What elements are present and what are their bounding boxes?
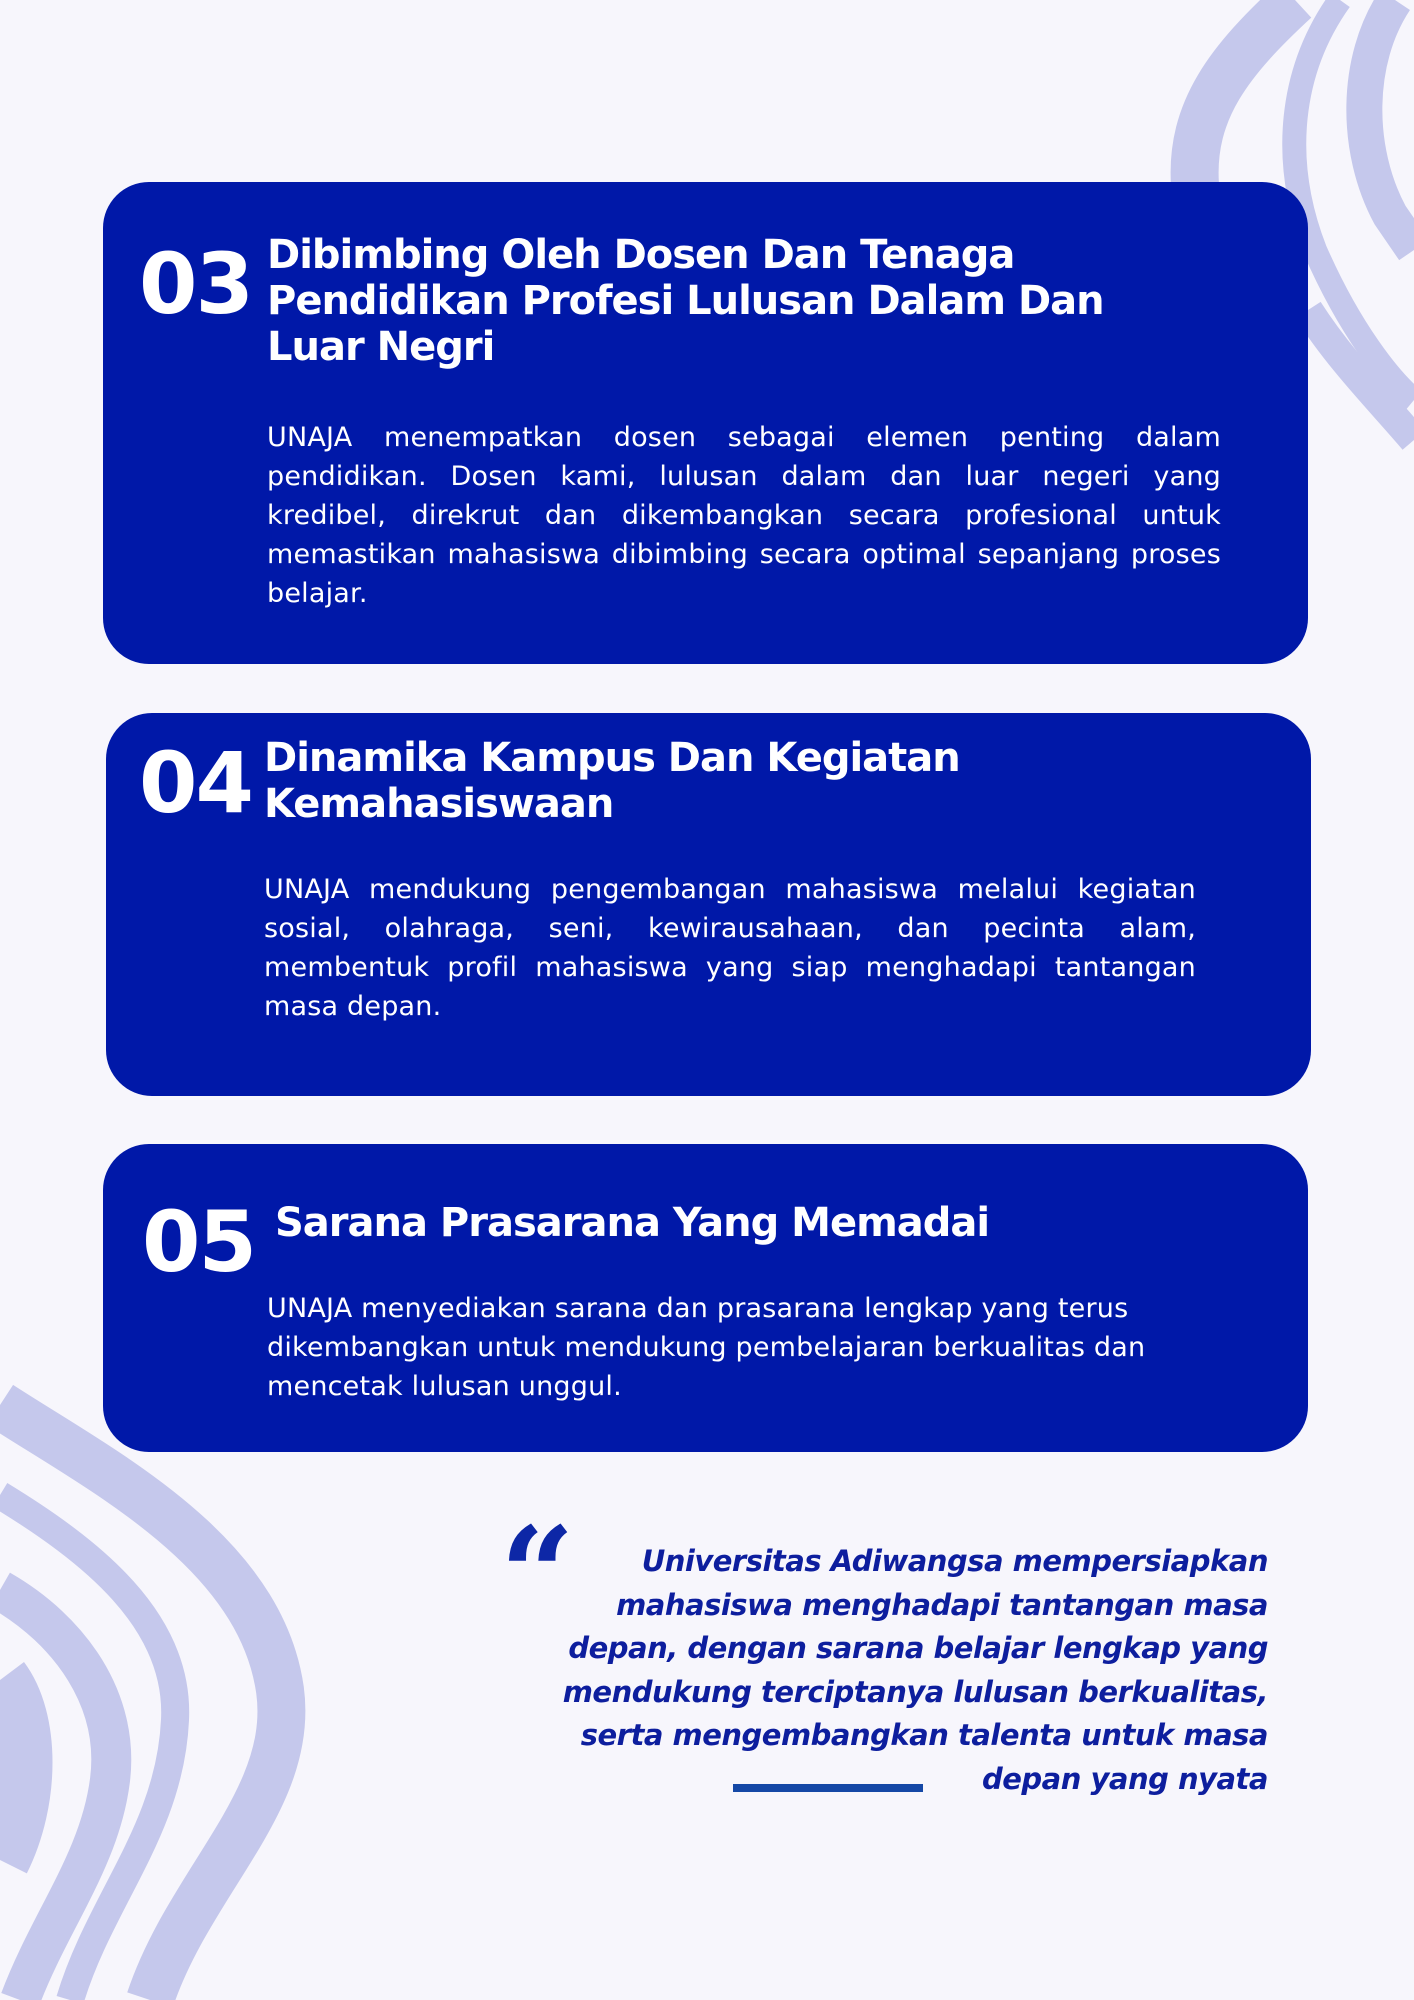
section-body: UNAJA mendukung pengembangan mahasiswa melalui kegiatan sosial, olahraga, seni, kewirausahaan, dan pecinta alam, membentuk profil mahasiswa yang siap menghadapi tantangan masa depan. [264,874,1196,1022]
section-body: UNAJA menempatkan dosen sebagai elemen penting dalam pendidikan. Dosen kami, lulusan dalam dan luar negeri yang kredibel, direkrut dan dikembangkan secara profesional untuk memastikan mahasiswa dibimbing secara optimal sepanjang proses belajar. [267,422,1221,609]
section-number: 05 [142,1193,255,1291]
feature-card-03 [103,182,1308,664]
feature-card-04 [106,713,1311,1096]
section-number: 04 [139,734,252,832]
wave-decoration-bottom-left [0,1380,320,2000]
quote-mark-icon: “ [500,1498,575,1651]
closing-quote: Universitas Adiwangsa mempersiapkan mahasiswa menghadapi tantangan masa depan, dengan sarana belajar lengkap yang mendukung terciptanya lulusan berkualitas, serta mengembangkan talenta untuk masa depan yang nyata [562,1544,1268,1796]
quote-underline-divider [733,1784,923,1792]
section-title: Dibimbing Oleh Dosen Dan Tenaga Pendidikan Profesi Lulusan Dalam Dan Luar Negri [267,232,1104,370]
section-title: Dinamika Kampus Dan Kegiatan Kemahasiswaan [264,735,960,827]
section-title: Sarana Prasarana Yang Memadai [275,1200,990,1246]
section-body: UNAJA menyediakan sarana dan prasarana lengkap yang terus dikembangkan untuk mendukung pembelajaran berkualitas dan mencetak lulusan unggul. [267,1293,1146,1402]
feature-card-05 [103,1144,1308,1452]
section-number: 03 [139,235,252,333]
